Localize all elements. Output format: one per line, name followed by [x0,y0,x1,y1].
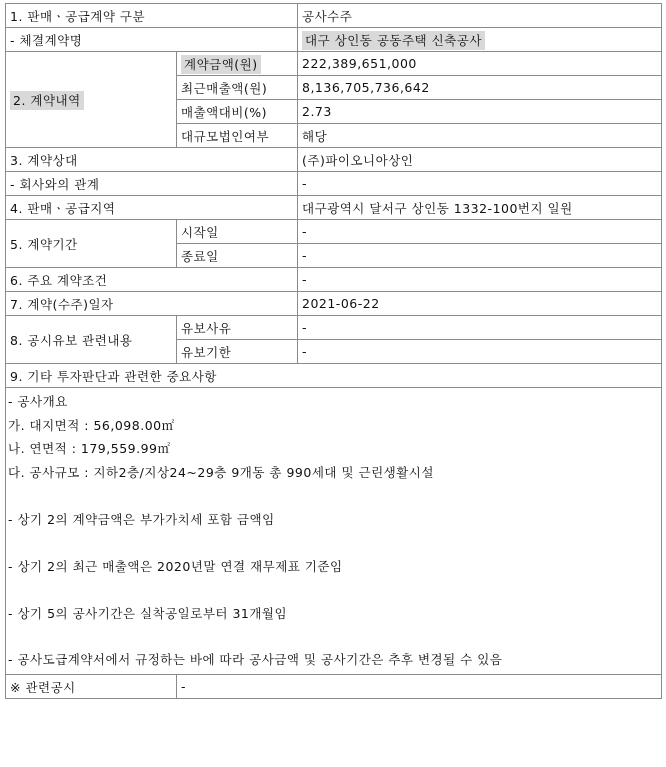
contract-amount-label: 계약금액(원) [181,55,261,74]
disclosure-page [5,3,661,699]
contract-date-label: 7. 계약(수주)일자 [6,292,298,316]
notes-note-3: - 상기 5의 공사기간은 실착공일로부터 31개월임 [8,605,288,621]
counterparty-value: (주)파이오니아상인 [298,148,662,172]
row-deferral-reason [6,316,662,340]
deferral-period-label: 유보기한 [177,340,298,364]
notes-spacer [8,531,659,555]
notes-cell [6,388,662,675]
contract-amount-cell [177,52,298,76]
notes-spacer [8,625,659,649]
relation-label: - 회사와의 관계 [6,172,298,196]
contract-name-label: - 체결계약명 [6,28,298,52]
contract-details-label: 2. 계약내역 [10,91,84,110]
row-contract-amount [6,52,662,76]
sales-type-value: 공사수주 [298,4,662,28]
row-contract-date [6,292,662,316]
related-label: ※ 관련공시 [6,675,177,699]
notes-spacer [8,484,659,508]
sales-ratio-label: 매출액대비(%) [177,100,298,124]
recent-sales-label: 최근매출액(원) [177,76,298,100]
notes-note-4: - 공사도급계약서에서 규정하는 바에 따라 공사금액 및 공사기간은 추후 변경될 수 있음 [8,651,503,667]
conditions-label: 6. 주요 계약조건 [6,268,298,292]
notes-note-1: - 상기 2의 계약금액은 부가가치세 포함 금액임 [8,511,275,527]
contract-date-value: 2021-06-22 [298,292,662,316]
contract-amount-value: 222,389,651,000 [298,52,662,76]
large-corp-value: 해당 [298,124,662,148]
sales-type-label: 1. 판매ㆍ공급계약 구분 [6,4,298,28]
row-region [6,196,662,220]
region-value: 대구광역시 달서구 상인동 1332-100번지 일원 [298,196,662,220]
row-sales-type [6,4,662,28]
period-label: 5. 계약기간 [6,220,177,268]
contract-name-cell [298,28,662,52]
contract-details-cell [6,52,177,148]
relation-value: - [298,172,662,196]
large-corp-label: 대규모법인여부 [177,124,298,148]
other-label: 9. 기타 투자판단과 관련한 중요사항 [6,364,662,388]
end-value: - [298,244,662,268]
related-value: - [177,675,662,699]
notes-line-b: 나. 연면적 : 179,559.99㎡ [8,441,171,456]
notes-overview: - 공사개요 [8,394,68,409]
recent-sales-value: 8,136,705,736,642 [298,76,662,100]
deferral-reason-value: - [298,316,662,340]
notes-spacer [8,578,659,602]
row-counterparty [6,148,662,172]
row-contract-name [6,28,662,52]
disclosure-table [5,3,662,699]
region-label: 4. 판매ㆍ공급지역 [6,196,298,220]
row-period-start [6,220,662,244]
notes-line-a: 가. 대지면적 : 56,098.00㎡ [8,417,175,433]
counterparty-label: 3. 계약상대 [6,148,298,172]
row-related [6,675,662,699]
row-other [6,364,662,388]
row-notes [6,388,662,675]
deferral-period-value: - [298,340,662,364]
start-value: - [298,220,662,244]
notes-note-2: - 상기 2의 최근 매출액은 2020년말 연결 재무제표 기준임 [8,558,343,574]
deferral-label: 8. 공시유보 관련내용 [6,316,177,364]
deferral-reason-label: 유보사유 [177,316,298,340]
row-relation [6,172,662,196]
row-conditions [6,268,662,292]
contract-name-value: 대구 상인동 공동주택 신축공사 [302,31,485,50]
end-label: 종료일 [177,244,298,268]
sales-ratio-value: 2.73 [298,100,662,124]
start-label: 시작일 [177,220,298,244]
notes-line-c: 다. 공사규모 : 지하2층/지상24~29층 9개동 총 990세대 및 근린생활시설 [8,464,434,480]
conditions-value: - [298,268,662,292]
